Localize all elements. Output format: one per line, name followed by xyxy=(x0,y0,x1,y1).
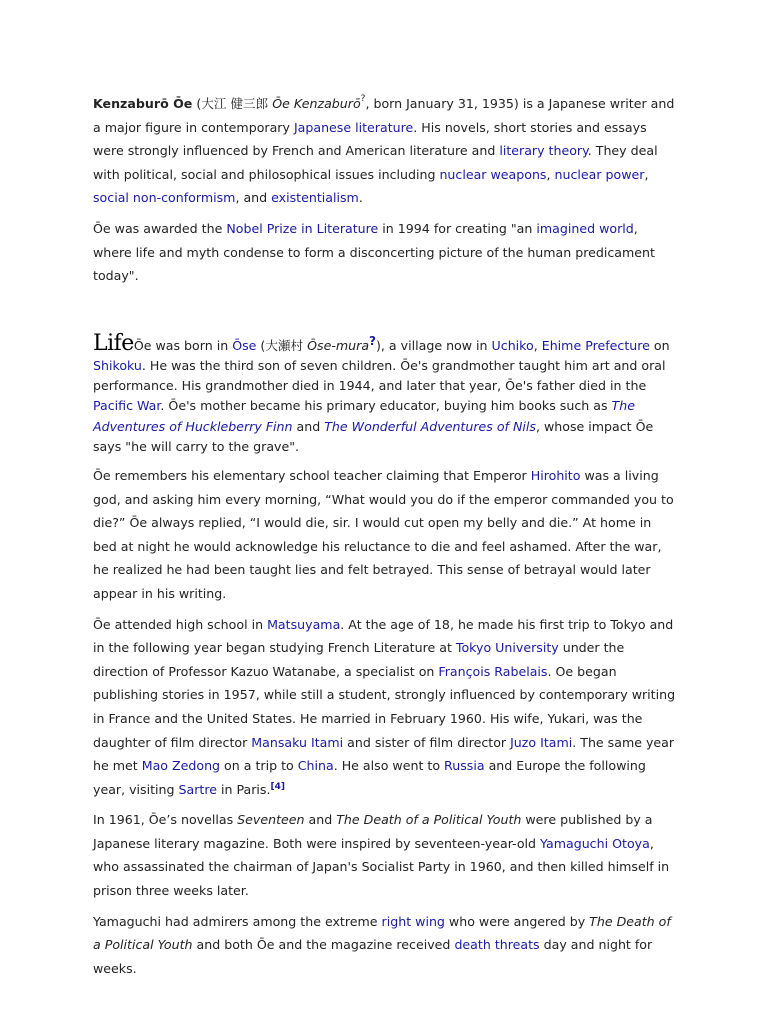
link-mao-zedong[interactable]: Mao Zedong xyxy=(141,758,221,774)
pronunciation-help-icon[interactable]: ? xyxy=(360,93,366,104)
link-juzo-itami[interactable]: Juzo Itami xyxy=(510,734,573,750)
link-huckleberry-finn[interactable]: The Adventures of Huckleberry Finn xyxy=(93,398,635,434)
link-imagined-world[interactable]: imagined world xyxy=(536,220,634,236)
link-ehime-prefecture[interactable]: Ehime Prefecture xyxy=(541,337,650,353)
link-tokyo-university[interactable]: Tokyo University xyxy=(455,640,559,656)
link-russia[interactable]: Russia xyxy=(444,758,485,774)
link-literary-theory[interactable]: literary theory xyxy=(499,143,588,159)
life-paragraph-4: In 1961, Ōe’s novellas Seventeen and The Death of a Political Youth were published by a Japanese literary magazine. Both were inspired by seventeen-year-old Yamaguchi Otoya, who assassinated the chairman of Japan's Socialist Party in 1960, and then killed himself in prison three weeks later. xyxy=(93,812,670,899)
nobel-paragraph: Ōe was awarded the Nobel Prize in Literature in 1994 for creating "an imagined world, where life and myth condense to form a disconcerting picture of the human predicament today". xyxy=(93,220,655,284)
link-adventures-of-nils[interactable]: The Wonderful Adventures of Nils xyxy=(324,418,536,434)
link-matsuyama[interactable]: Matsuyama xyxy=(267,616,341,632)
link-pacific-war[interactable]: Pacific War xyxy=(93,398,161,414)
link-death-threats[interactable]: death threats xyxy=(454,937,540,953)
intro-paragraph: Kenzaburō Ōe (大江 健三郎 Ōe Kenzaburō?, born January 31, 1935) is a Japanese writer and a major figure in contemporary Japanese literature. His novels, short stories and essays were strongly influenced by French and American literature and literary theory. They deal with political, social and philosophical issues including nuclear weapons, nuclear power, social non-conformism, and existentialism. xyxy=(93,93,675,206)
pronunciation-help-icon[interactable]: ? xyxy=(369,333,377,348)
romaji-name: Ōe Kenzaburō xyxy=(272,96,361,111)
link-francois-rabelais[interactable]: François Rabelais xyxy=(438,663,548,679)
link-right-wing[interactable]: right wing xyxy=(381,913,445,929)
life-paragraph-1: LifeŌe was born in Ōse (大瀬村 Ōse-mura?), a village now in Uchiko, Ehime Prefecture on Shikoku. He was the third son of seven children. Ōe's grandmother taught him art and oral performance. His grandmother died in 1944, and later that year, Ōe's father died in the Pacific War. Ōe's mother became his primary educator, buying him books such as The Adventures of Huckleberry Finn and The Wonderful Adventures of Nils, whose impact Ōe says "he will carry to the grave". xyxy=(93,330,670,454)
link-mansaku-itami[interactable]: Mansaku Itami xyxy=(251,734,344,750)
life-paragraph-2: Ōe remembers his elementary school teacher claiming that Emperor Hirohito was a living god, and asking him every morning, “What would you do if the emperor commanded you to die?” Ōe always replied, “I would die, sir. I would cut open my belly and die.” At home in bed at night he would acknowledge his reluctance to die and feel ashamed. After the war, he realized he had been taught lies and felt betrayed. This sense of betrayal would later appear in his writing. xyxy=(93,467,674,601)
reference-link[interactable]: [4] xyxy=(270,781,285,792)
article-body xyxy=(93,92,678,980)
link-social-nonconformism[interactable]: social non-conformism xyxy=(93,190,236,206)
link-uchiko[interactable]: Uchiko xyxy=(491,337,534,353)
link-nuclear-weapons[interactable]: nuclear weapons xyxy=(439,166,547,182)
link-shikoku[interactable]: Shikoku xyxy=(93,357,142,373)
link-hirohito[interactable]: Hirohito xyxy=(530,467,581,483)
link-yamaguchi-otoya[interactable]: Yamaguchi Otoya xyxy=(540,835,650,851)
life-paragraph-5: Yamaguchi had admirers among the extreme right wing who were angered by The Death of a Political Youth and both Ōe and the magazine received death threats day and night for weeks. xyxy=(93,913,671,976)
link-nuclear-power[interactable]: nuclear power xyxy=(554,166,645,182)
link-existentialism[interactable]: existentialism xyxy=(271,190,359,206)
section-heading-life: Life xyxy=(93,330,134,356)
life-section xyxy=(93,330,678,981)
subject-name: Kenzaburō Ōe xyxy=(93,96,193,111)
link-japanese-literature[interactable]: Japanese literature xyxy=(293,119,414,135)
link-nobel-prize[interactable]: Nobel Prize in Literature xyxy=(226,220,379,236)
link-sartre[interactable]: Sartre xyxy=(178,781,218,797)
link-ose[interactable]: Ōse xyxy=(232,337,257,353)
life-paragraph-3: Ōe attended high school in Matsuyama. At the age of 18, he made his first trip to Tokyo and in the following year began studying French Literature at Tokyo University under the direction of Professor Kazuo Watanabe, a specialist on François Rabelais. Oe began publishing stories in 1957, while still a student, strongly influenced by contemporary writing in France and the United States. He married in February 1960. His wife, Yukari, was the daughter of film director Mansaku Itami and sister of film director Juzo Itami. The same year he met Mao Zedong on a trip to China. He also went to Russia and Europe the following year, visiting Sartre in Paris.[4] xyxy=(93,616,676,797)
link-china[interactable]: China xyxy=(297,758,334,774)
